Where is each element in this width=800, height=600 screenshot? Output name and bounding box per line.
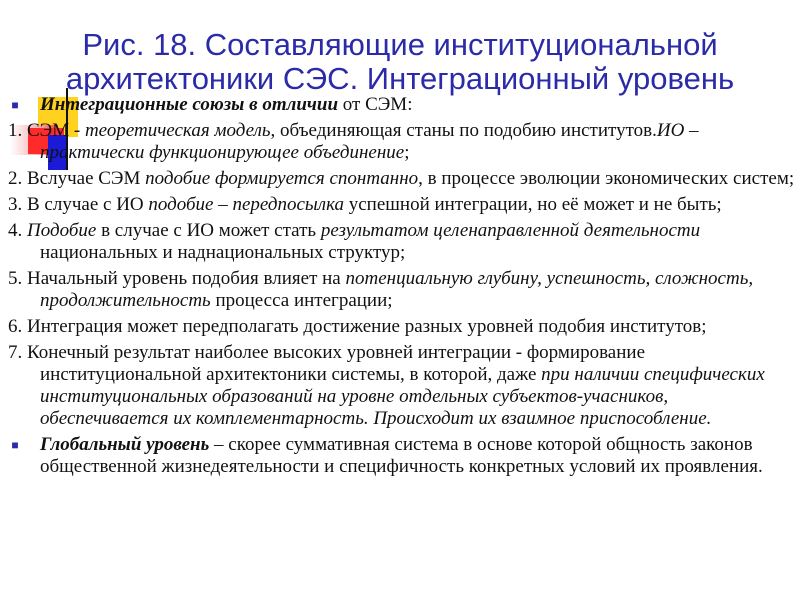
item-number: 2. xyxy=(8,168,27,189)
text-run: Подобие xyxy=(27,220,97,241)
numbered-item xyxy=(0,120,800,164)
text-run: СЭМ - xyxy=(27,120,85,141)
item-number: 7. xyxy=(8,342,27,363)
item-number: 5. xyxy=(8,268,27,289)
text-run: Глобальный уровень xyxy=(40,434,210,455)
bullet-square-icon: ■ xyxy=(11,438,19,452)
text-run: в случае с ИО может стать xyxy=(96,220,321,241)
slide-title-line1: Рис. 18. Составляющие институциональной xyxy=(82,27,718,62)
text-run: национальных и наднациональных структур; xyxy=(40,242,406,263)
text-run: процесса интеграции; xyxy=(210,290,393,311)
numbered-item xyxy=(0,194,800,216)
numbered-item xyxy=(0,220,800,264)
text-run: – скорее суммативная система в основе которой общность законов общественной жизнедеятельности и специфичность конкретных условий их проявления. xyxy=(40,434,763,477)
slide-title xyxy=(0,28,800,96)
text-run: потенциальную глубину, успешность, сложность, продолжительность xyxy=(40,268,754,311)
text-run: успешной интеграции, но её может и не быть; xyxy=(344,194,722,215)
text-run: Интеграция может передполагать достижение разных уровней подобия институтов; xyxy=(27,316,707,337)
text-run: , в процессе эволюции экономических систем; xyxy=(418,168,795,189)
text-run: ИО – практически функционирующее объединение xyxy=(40,120,699,163)
bullet-item xyxy=(0,434,800,478)
bullet-item xyxy=(0,94,800,116)
numbered-item xyxy=(0,342,800,430)
slide-content xyxy=(0,94,800,482)
text-run: подобие – передпосылка xyxy=(148,194,344,215)
numbered-item xyxy=(0,316,800,338)
slide-title-line2: архитектоники СЭС. Интеграционный уровень xyxy=(65,61,735,96)
item-number: 6. xyxy=(8,316,27,337)
item-number: 1. xyxy=(8,120,27,141)
text-run: при наличии специфических институциональных образований на уровне отдельных субъектов-учасников, обеспечивается их комплементарность. Происходит их взаимное приспособление. xyxy=(40,364,765,429)
text-run: Вслучае СЭМ xyxy=(27,168,146,189)
text-run: результатом целенаправленной деятельности xyxy=(320,220,701,241)
text-run: В случае с ИО xyxy=(27,194,149,215)
text-run: теоретическая модель xyxy=(84,120,271,141)
bullet-square-icon: ■ xyxy=(11,98,19,112)
text-run: Конечный результат наиболее высоких уровней интеграции - формирование институциональной архитектоники системы, в которой, даже xyxy=(27,342,646,385)
text-run: подобие формируется спонтанно xyxy=(145,168,419,189)
text-run: , объединяющая станы по подобию институтов. xyxy=(270,120,657,141)
text-run: Начальный уровень подобия влияет на xyxy=(27,268,346,289)
numbered-item xyxy=(0,168,800,190)
numbered-item xyxy=(0,268,800,312)
text-run: от СЭМ: xyxy=(338,94,413,115)
text-run: Интеграционные союзы в отличии xyxy=(40,94,339,115)
text-run: ; xyxy=(404,142,410,163)
item-number: 3. xyxy=(8,194,27,215)
item-number: 4. xyxy=(8,220,27,241)
